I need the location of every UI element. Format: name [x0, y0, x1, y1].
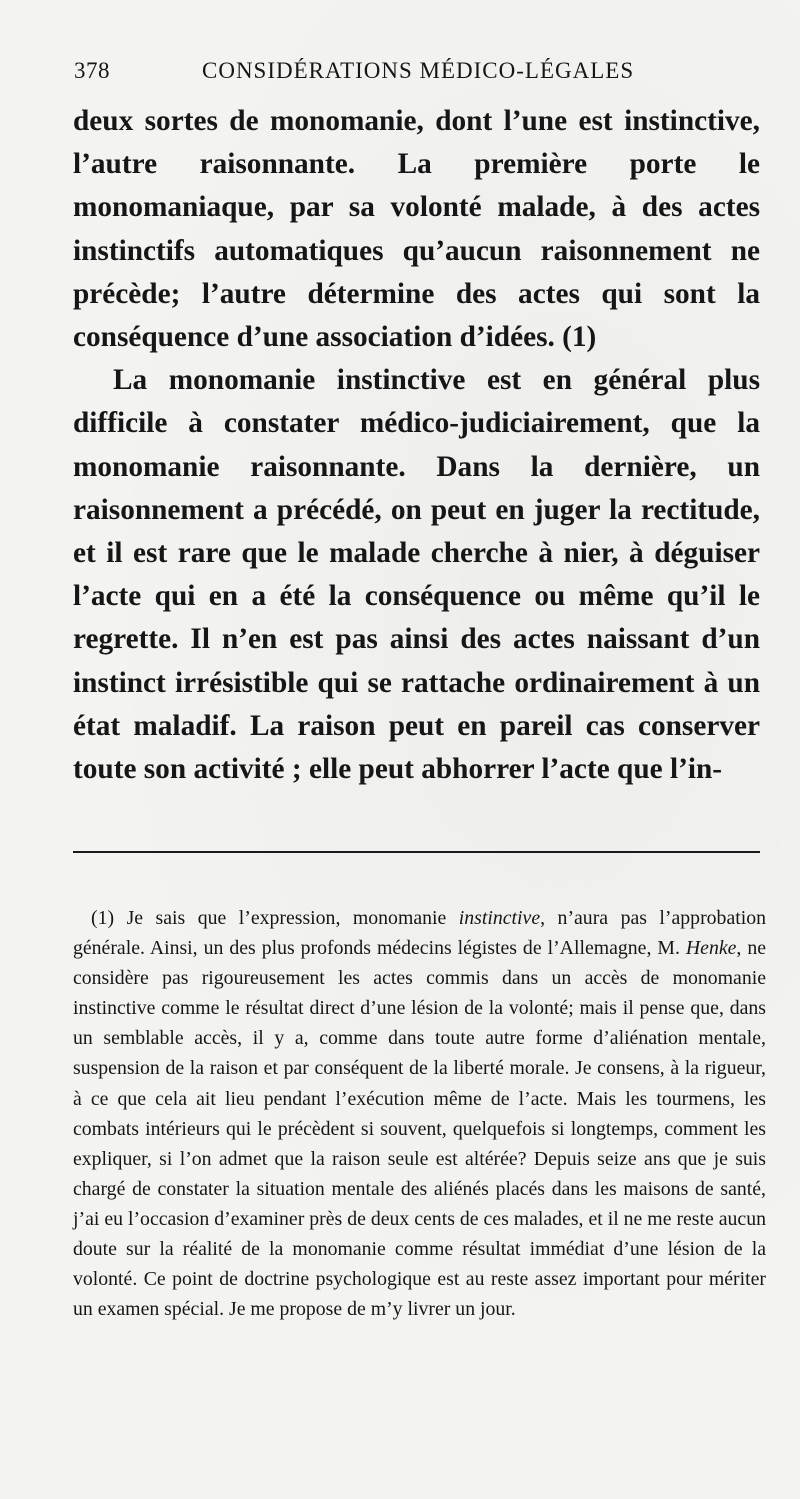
footnote-text: (1) Je sais que l’expression, monomanie: [91, 907, 459, 929]
footnote-text: , ne considère pas rigoureusement les actes commis dans un accès de monomanie instinctive comme le résultat direct d’une lésion de la volonté; mais il pense que, dans un semblable accès, il y a, comme dans toute autre forme d’aliénation mentale, suspension de la raison et par conséquent de la liberté morale. Je consens, à la rigueur, à ce que cela ait lieu pendant l’exécution même de l’acte. Mais les tourmens, les combats intérieurs qui le précèdent si souvent, quelquefois si longtemps, comment les expliquer, si l’on admet que la raison seule est altérée? Depuis seize ans que je suis chargé de constater la situation mentale des aliénés placés dans les maisons de santé, j’ai eu l’occasion d’examiner près de deux cents de ces malades, et il ne me reste aucun doute sur la réalité de la monomanie comme résultat immédiat d’une lésion de la volonté. Ce point de doctrine psychologique est au reste assez important pour mériter un examen spécial. Je me propose de m’y livrer un jour.: [73, 937, 766, 1321]
running-head: CONSIDÉRATIONS MÉDICO-LÉGALES: [202, 58, 635, 83]
footnote-divider: [73, 851, 760, 853]
footnote-italic-term: instinctive: [458, 907, 541, 929]
page-number: 378: [74, 58, 110, 83]
body-text: [73, 100, 760, 791]
footnote-text: , n’aura pas l’approbation générale. Ainsi, un des plus profonds médecins légistes de l’Allemagne, M.: [73, 907, 766, 960]
body-paragraph: deux sortes de monomanie, dont l’une est instinctive, l’autre raisonnante. La première porte le monomaniaque, par sa volonté malade, à des actes instinctifs automatiques qu’aucun raisonnement ne précède; l’autre détermine des actes qui sont la conséquence d’une association d’idées. (1): [73, 105, 760, 354]
body-paragraph: La monomanie instinctive est en général plus difficile à constater médico-judiciairement, que la monomanie raisonnante. Dans la dernière, un raisonnement a précédé, on peut en juger la rectitude, et il est rare que le malade cherche à nier, à déguiser l’acte qui en a été la conséquence ou même qu’il le regrette. Il n’en est pas ainsi des actes naissant d’un instinct irrésistible qui se rattache ordinairement à un état maladif. La raison peut en pareil cas conserver toute son activité ; elle peut abhorrer l’acte que l’in-: [73, 364, 760, 786]
page-header: [74, 58, 774, 92]
footnote-italic-name: Henke: [685, 937, 737, 960]
footnote: [73, 903, 766, 1324]
